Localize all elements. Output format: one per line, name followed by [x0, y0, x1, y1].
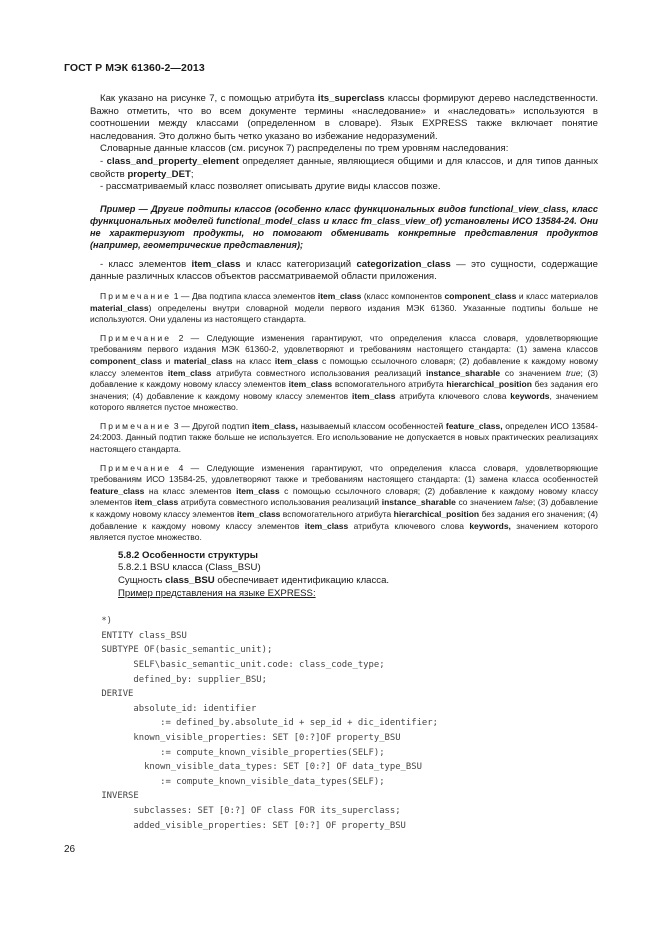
page-number: 26 — [64, 844, 76, 855]
bullet-class-and-property-element: - class_and_property_element определяет данные, являющиеся общими и для классов, и для типов данных свойств property_DET; — [90, 155, 598, 180]
page-header: ГОСТ Р МЭК 61360-2—2013 — [64, 62, 205, 74]
example-label: Пример представления на языке EXPRESS: — [118, 587, 316, 599]
paragraph-inheritance: Как указано на рисунке 7, с помощью атрибута its_superclass классы формируют дерево наследственности. Важно отметить, что во всем документе термины «наследование» и «наследовать» используются в соотношении между классами (определенном в словаре). Язык EXPRESS также включает понятие наследования. Это должно быть четко указано во избежание недоразумений. — [90, 93, 598, 142]
example-subtypes: Пример — Другие подтипы классов (особенно класс функциональных видов functional_view_class, класс функциональных моделей functional_model_class и класс fm_class_view_of) установлены ИСО 13584-24. Они не характеризуют продукты, но помогают обменивать конкретные представления продуктов (например, геометрические представления); — [90, 203, 598, 250]
express-code-block: *) ENTITY class_BSU SUBTYPE OF(basic_semantic_unit); SELF\basic_semantic_unit.code: class_code_type; defined_by: supplier_BSU; DERIVE absolute_id: identifier := defined_by.absolute_id + sep_id + dic_identifier; known_visible_properties: SET [0:?]OF property_BSU := compute_known_visible_properties(SELF); known_visible_data_types: SET [0:?] OF data_type_BSU := compute_known_visible_data_types(SELF); INVERSE subclasses: SET [0:?] OF class FOR its_superclass; added_visible_properties: SET [0:?] OF property_BSU — [101, 616, 438, 831]
note-1: Примечание 1 — Два подтипа класса элементов item_class (класс компонентов component_class и класс материалов material_class) определены внутри словарной модели первого издания МЭК 61360. Указанные подтипы больше не используются. Они удалены из настоящего стандарта. — [90, 290, 599, 325]
bullet-considered-class: - рассматриваемый класс позволяет описывать другие виды классов позже. — [100, 181, 441, 193]
subsection-title: 5.8.2.1 BSU класса (Class_BSU) — [118, 562, 261, 574]
bullet-item-class: - класс элементов item_class и класс категоризаций categorization_class — это сущности, содержащие данные различных классов объектов рассматриваемой области приложения. — [90, 258, 598, 283]
paragraph-levels: Словарные данные классов (см. рисунок 7) распределены по трем уровням наследования: — [100, 143, 509, 155]
section-title: 5.8.2 Особенности структуры — [118, 549, 258, 561]
note-3: Примечание 3 — Другой подтип item_class, называемый классом особенностей feature_class, определен ИСО 13584-24:2003. Данный подтип также больше не используется. Его использование не допускается в новых практических реализациях настоящего стандарта. — [90, 420, 598, 455]
document-body — [90, 93, 598, 833]
note-4: Примечание 4 — Следующие изменения гарантируют, что определения класса словаря, удовлетворяющие требованиям ИСО 13584-25, удовлетворяют также и требованиям настоящего стандарта: (1) замена класса особенностей feature_class на класс элементов item_class с помощью ссылочного словаря; (2) добавление к каждому новому классу элементов item_class атрибута совместного использования реализаций instance_sharable со значением false; (3) добавление к каждому новому классу элементов item_class вспомогательного атрибута hierarchical_position без задания его значения; (4) добавление к каждому новому классу элементов item_class атрибута ключевого слова keywords, значением которого является пустое множество. — [90, 462, 599, 543]
entity-description: Сущность class_BSU обеспечивает идентификацию класса. — [118, 575, 390, 586]
note-2: Примечание 2 — Следующие изменения гарантируют, что определения класса словаря, удовлетворяющие требованиям первого издания МЭК 61360-2, удовлетворяют и требованиям настоящего стандарта: (1) замена классов component_class и material_class на класс item_class с помощью ссылочного словаря; (2) добавление к каждому новому классу элементов item_class атрибута совместного использования реализаций instance_sharable со значением true; (3) добавление к каждому новому классу элементов item_class вспомогательного атрибута hierarchical_position без задания его значения; (4) добавление к каждому новому классу элементов item_class атрибута ключевого слова keywords, значением которого является пустое множество. — [90, 332, 599, 413]
